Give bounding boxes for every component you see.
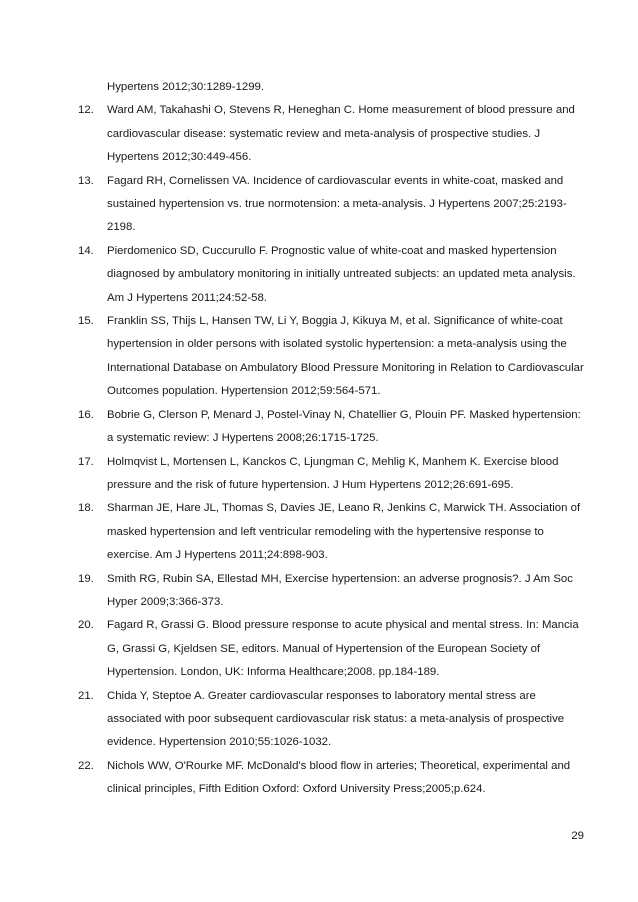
reference-text-line: Hypertens 2012;30:1289-1299. (107, 81, 265, 93)
reference-text-line: Franklin SS, Thijs L, Hansen TW, Li Y, Boggia J, Kikuya M, et al. Significance of white-coat (107, 315, 563, 328)
reference-text-line: diagnosed by ambulatory monitoring in initially untreated subjects: an updated meta analysis. (107, 268, 576, 281)
reference-text-line: International Database on Ambulatory Blood Pressure Monitoring in Relation to Cardiovascular (107, 361, 584, 374)
reference-text-line: Outcomes population. Hypertension 2012;59:564-571. (107, 385, 381, 398)
reference-text-line: Am J Hypertens 2011;24:52-58. (107, 291, 267, 304)
reference-text-line: clinical principles, Fifth Edition Oxford: Oxford University Press;2005;p.624. (107, 783, 486, 796)
reference-item (78, 451, 570, 498)
reference-number: 13. (78, 174, 94, 187)
reference-text-line: Ward AM, Takahashi O, Stevens R, Heneghan C. Home measurement of blood pressure and (107, 104, 575, 117)
reference-item (78, 755, 570, 802)
reference-text-line: evidence. Hypertension 2010;55:1026-1032. (107, 736, 332, 749)
reference-text-line: a systematic review: J Hypertens 2008;26:1715-1725. (107, 432, 379, 445)
reference-text-line: masked hypertension and left ventricular remodeling with the hypertensive response to (107, 525, 544, 538)
reference-list (78, 76, 584, 802)
reference-text-line: Hypertension. London, UK: Informa Healthcare;2008. pp.184-189. (107, 666, 440, 679)
reference-item (78, 99, 575, 169)
reference-number: 21. (78, 689, 94, 702)
reference-text-line: Holmqvist L, Mortensen L, Kanckos C, Ljungman C, Mehlig K, Manhem K. Exercise blood (107, 455, 559, 468)
reference-text-line: G, Grassi G, Kjeldsen SE, editors. Manual of Hypertension of the European Society of (107, 642, 541, 655)
page-number: 29 (571, 830, 584, 842)
reference-number: 22. (78, 759, 94, 772)
reference-item (78, 568, 573, 615)
reference-text-line: Smith RG, Rubin SA, Ellestad MH, Exercise hypertension: an adverse prognosis?. J Am Soc (107, 572, 573, 585)
reference-text-line: pressure and the risk of future hypertension. J Hum Hypertens 2012;26:691-695. (107, 478, 514, 491)
reference-text-line: 2198. (107, 221, 136, 234)
reference-item (78, 497, 581, 567)
reference-item (78, 685, 570, 755)
reference-text-line: Hypertens 2012;30:449-456. (107, 151, 252, 164)
reference-number: 18. (78, 502, 94, 515)
reference-text-line: Chida Y, Steptoe A. Greater cardiovascular responses to laboratory mental stress are (107, 689, 536, 702)
reference-item (78, 170, 570, 240)
reference-text-line: sustained hypertension vs. true normotension: a meta-analysis. J Hypertens 2007;25:2193- (107, 198, 567, 211)
reference-item (78, 240, 576, 310)
reference-text-line: hypertension in older persons with isolated systolic hypertension: a meta-analysis using the (107, 338, 567, 351)
reference-item (78, 404, 581, 451)
reference-number: 17. (78, 455, 94, 468)
reference-item (78, 76, 570, 99)
reference-text-line: Sharman JE, Hare JL, Thomas S, Davies JE, Leano R, Jenkins C, Marwick TH. Association of (107, 502, 581, 515)
reference-number: 19. (78, 572, 94, 585)
reference-text-line: Nichols WW, O'Rourke MF. McDonald's blood flow in arteries; Theoretical, experimental and (107, 759, 571, 772)
reference-text-line: exercise. Am J Hypertens 2011;24:898-903. (107, 549, 328, 562)
reference-text-line: cardiovascular disease: systematic review and meta-analysis of prospective studies. J (107, 127, 541, 140)
reference-number: 16. (78, 408, 94, 421)
reference-number: 14. (78, 244, 94, 257)
reference-number: 20. (78, 619, 94, 632)
reference-item (78, 310, 584, 404)
reference-number: 12. (78, 104, 94, 117)
reference-text-line: associated with poor subsequent cardiovascular risk status: a meta-analysis of prospective (107, 712, 565, 725)
reference-text-line: Fagard R, Grassi G. Blood pressure response to acute physical and mental stress. In: Mancia (107, 619, 579, 632)
reference-text-line: Bobrie G, Clerson P, Menard J, Postel-Vinay N, Chatellier G, Plouin PF. Masked hypertension: (107, 408, 581, 421)
reference-text-line: Fagard RH, Cornelissen VA. Incidence of cardiovascular events in white-coat, masked and (107, 174, 564, 187)
reference-number: 15. (78, 315, 94, 328)
reference-text-line: Pierdomenico SD, Cuccurullo F. Prognostic value of white-coat and masked hypertension (107, 244, 557, 257)
reference-item (78, 614, 579, 684)
reference-text-line: Hyper 2009;3:366-373. (107, 595, 224, 608)
